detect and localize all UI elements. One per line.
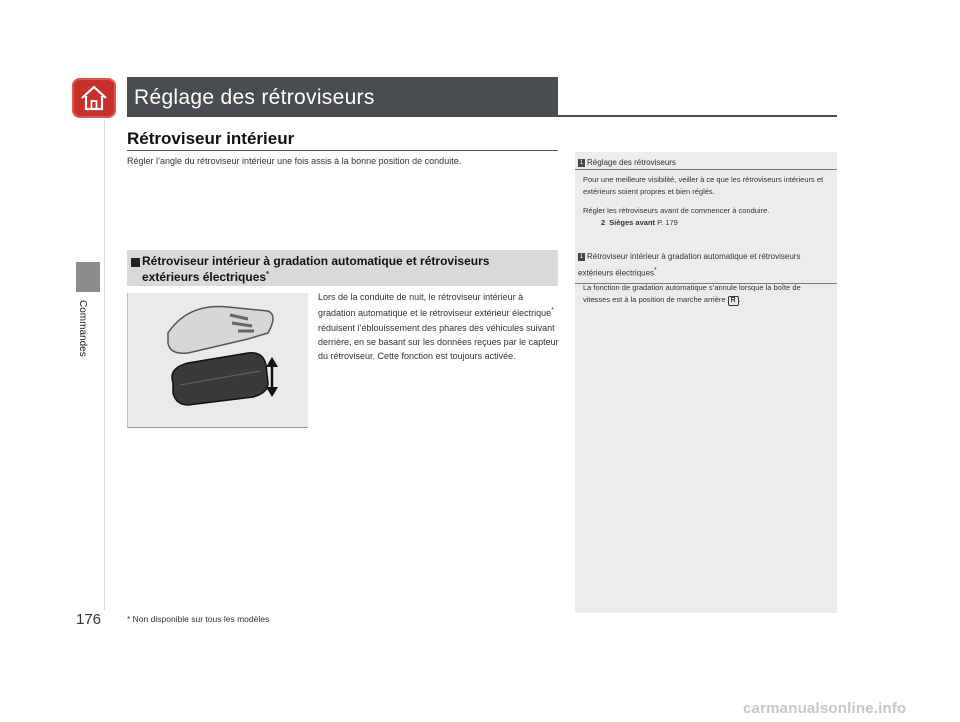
reverse-gear-key-icon: R [728, 296, 739, 306]
note-header: 1 Rétroviseur intérieur à gradation automatique et rétroviseurs extérieurs électriques* [575, 248, 837, 284]
intro-text: Régler l’angle du rétroviseur intérieur une fois assis à la bonne position de conduite. [127, 156, 462, 166]
link-arrow-icon: 2 [601, 217, 606, 227]
note-body: Pour une meilleure visibilité, veiller à ce que les rétroviseurs intérieurs et extérieurs soient propres et bien réglés. Régler les rétroviseurs avant de commencer à conduire. 2 Sièges avant P. 179 [583, 174, 829, 228]
mirror-illustration [127, 293, 308, 428]
bullet-square-icon [131, 258, 140, 267]
xref-page: P. 179 [657, 217, 678, 227]
note-body: La fonction de gradation automatique s’annule lorsque la boîte de vitesses est à la position de marche arrière R . [583, 283, 801, 304]
section-rule [127, 150, 558, 151]
home-icon [79, 85, 109, 111]
xref-link[interactable]: Sièges avant [609, 217, 656, 227]
watermark: carmanualsonline.info [743, 700, 907, 717]
note-number: 1 [579, 254, 584, 260]
chapter-label: Commandes [77, 300, 88, 357]
home-button[interactable] [72, 78, 116, 118]
page-title: Réglage des rétroviseurs [134, 86, 375, 109]
note-header: 1 Réglage des rétroviseurs [575, 156, 837, 170]
body-paragraph: Lors de la conduite de nuit, le rétroviseur intérieur à gradation automatique et le rétroviseur extérieur électrique* réduisent l’éblouissement des phares des véhicules suivant derrière, en se basant sur les données reçues par le capteur du rétroviseur. Cette fonction est toujours activée. [318, 292, 559, 362]
subheading: Rétroviseur intérieur à gradation automatique et rétroviseurs extérieurs électriques* [142, 254, 490, 284]
notes-sidebar [575, 152, 837, 613]
title-rule [127, 115, 837, 117]
subheading-box [127, 250, 558, 286]
footnote: * Non disponible sur tous les modèles [127, 614, 270, 624]
chapter-tab[interactable] [76, 262, 100, 292]
page-number: 176 [76, 611, 102, 628]
cross-reference[interactable] [583, 217, 829, 229]
note-number: 1 [579, 160, 584, 166]
sidebar-divider [104, 120, 105, 610]
section-title: Rétroviseur intérieur [127, 129, 295, 148]
